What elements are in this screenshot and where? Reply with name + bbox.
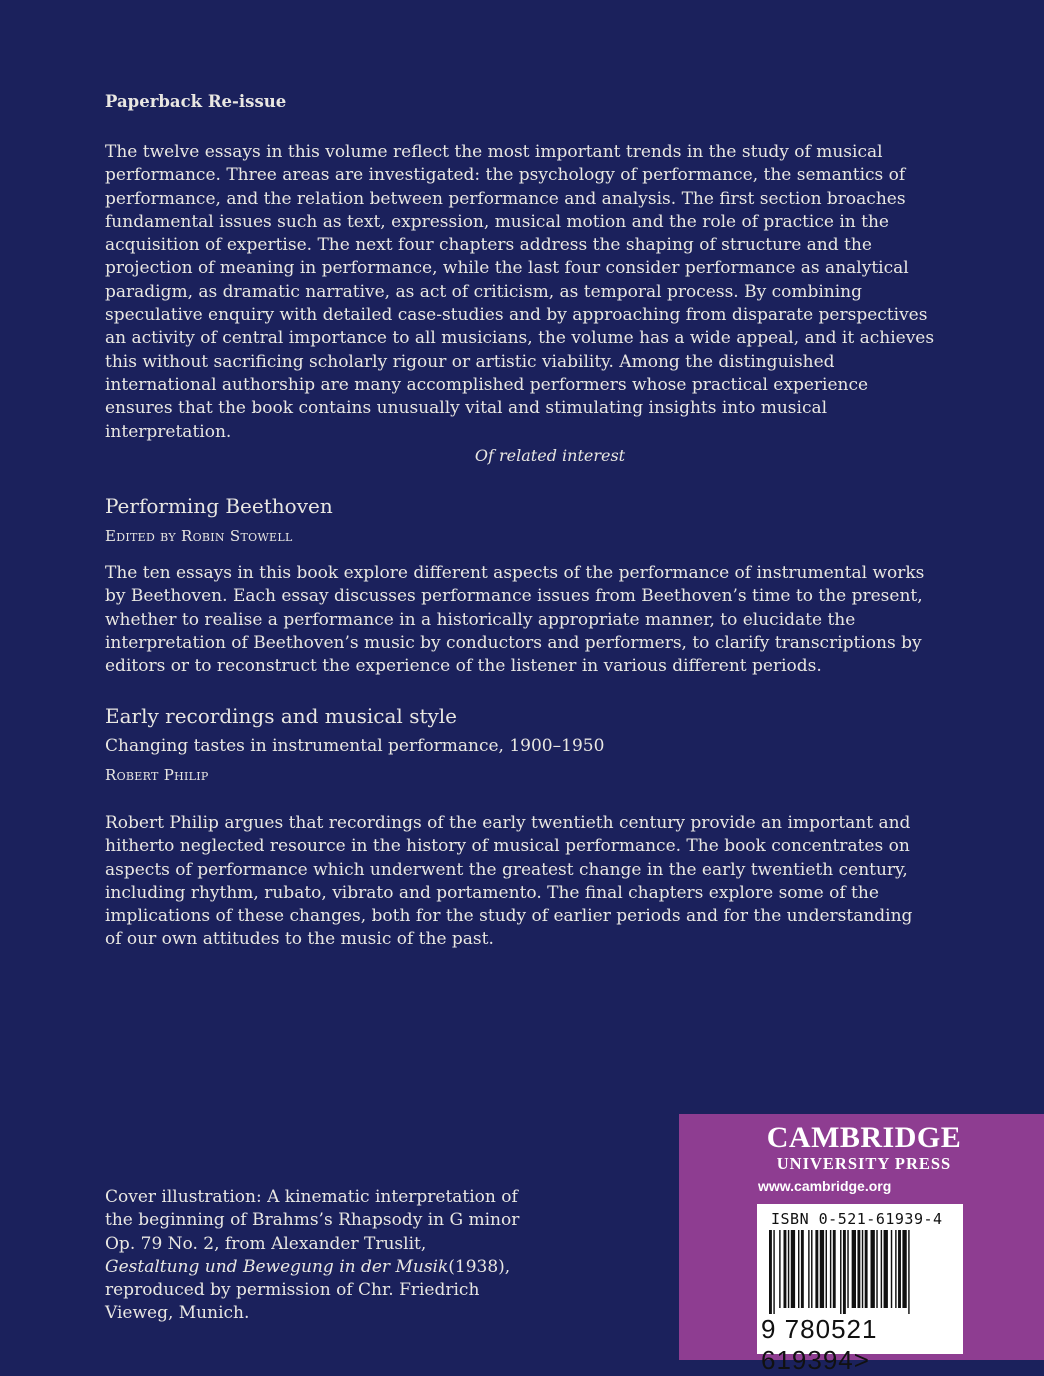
barcode-bar — [833, 1230, 836, 1308]
barcode-bar — [811, 1230, 812, 1308]
isbn-barcode — [757, 1204, 963, 1375]
barcode-bar — [826, 1230, 827, 1308]
barcode-icon — [769, 1230, 953, 1314]
publisher-name: CAMBRIDGE — [766, 1121, 962, 1154]
related-book-1-title: Performing Beethoven — [105, 494, 333, 518]
barcode-number: 9 780521 619394> — [761, 1314, 878, 1375]
related-book-1-description: The ten essays in this book explore different aspects of the performance of instrumental works by Beethoven. Each essay discusses performance issues from Beethoven’s time to the present, whether to realise a performance in a historically appropriate manner, to elucidate the interpretation of Beethoven’s music by conductors and performers, to clarify transcriptions by editors or to reconstruct the experience of the listener in various different periods. — [105, 563, 925, 677]
related-book-2-title: Early recordings and musical style — [105, 704, 458, 728]
barcode-bar — [784, 1230, 787, 1308]
barcode-bar — [881, 1230, 882, 1308]
barcode-bar — [769, 1230, 772, 1314]
related-book-2-description: Robert Philip argues that recordings of the early twentieth century provide an important and hitherto neglected resource in the history of musical performance. The book concentrates on aspects of performance which underwent the greatest change in the early twentieth century, including rhythm, rubato, vibrato and portamento. The final chapters explore some of the implications of these changes, both for the study of earlier periods and for the understanding of our own attitudes to the music of the past. — [105, 813, 913, 950]
cover-credit-italic-title: Gestaltung und Bewegung in der Musik — [105, 1256, 449, 1277]
barcode-bar — [891, 1230, 892, 1308]
related-interest-heading: Of related interest — [474, 446, 626, 465]
barcode-bar — [895, 1230, 896, 1308]
publisher-panel — [679, 1114, 1044, 1375]
barcode-bar — [857, 1230, 860, 1308]
barcode-bar — [791, 1230, 795, 1308]
barcode-bar — [788, 1230, 789, 1308]
barcode-bar — [847, 1230, 848, 1308]
reissue-label: Paperback Re-issue — [105, 92, 287, 111]
isbn-text: ISBN 0-521-61939-4 — [771, 1210, 943, 1228]
barcode-bar — [902, 1230, 906, 1308]
barcode-bar — [898, 1230, 901, 1308]
barcode-bar — [820, 1230, 824, 1308]
publisher-url: www.cambridge.org — [758, 1178, 892, 1194]
barcode-bar — [852, 1230, 856, 1308]
barcode-bar — [843, 1230, 846, 1314]
barcode-bar — [798, 1230, 799, 1308]
barcode-bar — [808, 1230, 809, 1308]
cover-credit-suffix: (1938), reproduced by permission of Chr. Friedrich Vieweg, Munich. — [105, 1256, 511, 1324]
related-book-1-editor-text: Edited by Robin Stowell — [105, 527, 293, 545]
barcode-bar — [830, 1230, 831, 1308]
barcode-bar — [871, 1230, 875, 1308]
barcode-bar — [801, 1230, 804, 1308]
cover-illustration-credit — [105, 1186, 525, 1326]
related-book-1-editor — [105, 527, 293, 545]
publisher-subname: UNIVERSITY PRESS — [776, 1154, 952, 1173]
related-book-2-subtitle: Changing tastes in instrumental performance, 1900–1950 — [105, 736, 605, 756]
cover-credit-prefix: Cover illustration: A kinematic interpretation of the beginning of Brahms’s Rhapsody in G minor Op. 79 No. 2, from Alexander Truslit, — [105, 1187, 520, 1254]
related-book-2-author — [105, 766, 209, 784]
barcode-bar — [815, 1230, 818, 1308]
book-description: The twelve essays in this volume reflect the most important trends in the study of musical performance. Three areas are investigated: the psychology of performance, the semantics of performance, and the relation between performance and analysis. The first section broaches fundamental issues such as text, expression, musical motion and the role of practice in the acquisition of expertise. The next four chapters address the shaping of structure and the projection of meaning in performance, while the last four consider performance as analytical paradigm, as dramatic narrative, as act of criticism, as temporal process. By combining speculative enquiry with detailed case-studies and by approaching from disparate perspectives an activity of central importance to all musicians, the volume has a wide appeal, and it achieves this without sacrificing scholarly rigour or artistic viability. Among the distinguished international authorship are many accomplished performers whose practical experience ensures that the book contains unusually vital and stimulating insights into musical interpretation. — [105, 142, 935, 442]
barcode-bar — [876, 1230, 877, 1308]
barcode-bar — [865, 1230, 868, 1308]
barcode-bar — [908, 1230, 909, 1314]
barcode-bar — [862, 1230, 863, 1308]
barcode-bar — [773, 1230, 774, 1314]
barcode-bar — [840, 1230, 841, 1314]
related-book-2-author-text: Robert Philip — [105, 766, 209, 784]
barcode-bar — [884, 1230, 888, 1308]
barcode-bar — [779, 1230, 780, 1308]
